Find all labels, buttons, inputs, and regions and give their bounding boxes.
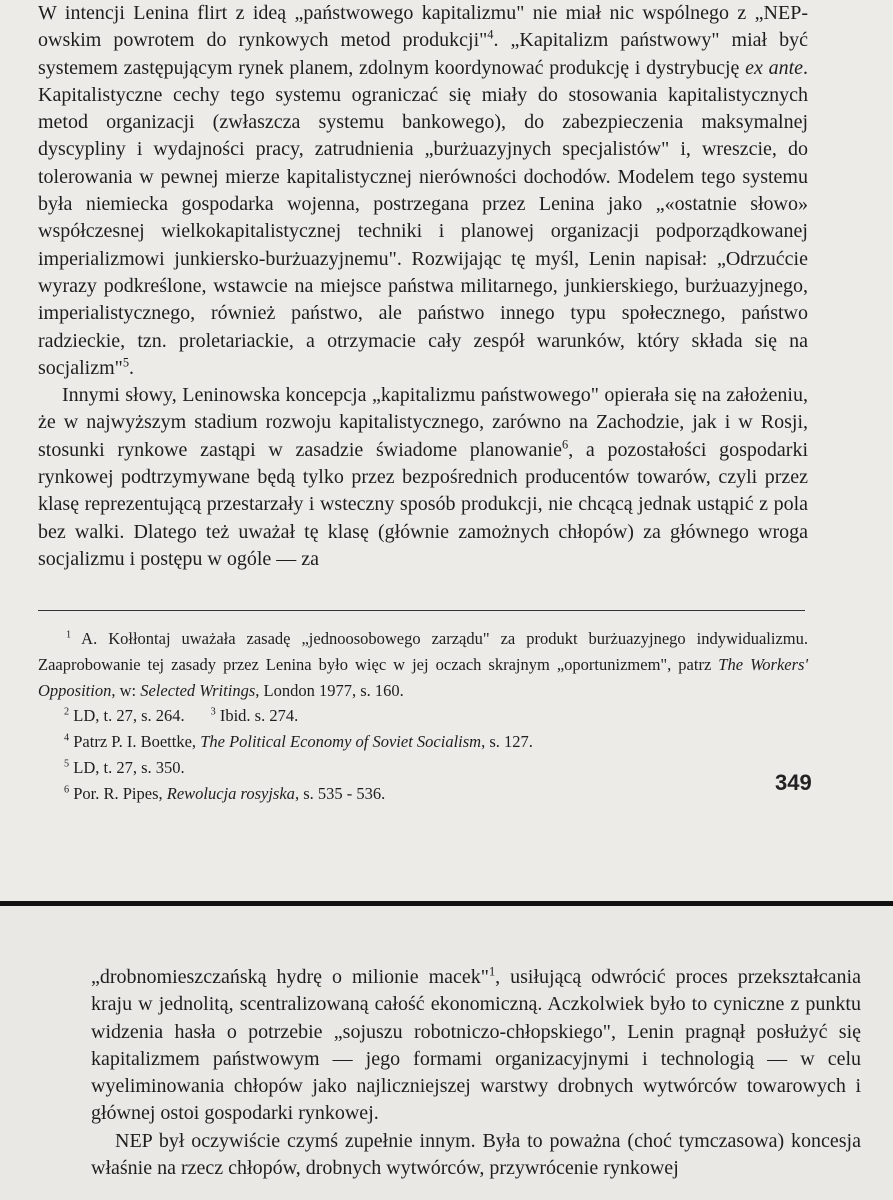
footnote: $^6$ Por. R. Pipes, Rewolucja rosyjska, s. 535 - 536.	[64, 783, 386, 803]
paragraph: Innymi słowy, Leninowska koncepcja „kapitalizmu państwowego" opierała się na założeniu, że w najwyższym stadium rozwoju kapitalistycznego, zarówno na Zachodzie, jak i w Rosji, stosunki rynkowe zastąpi w zasadzie świadome planowanie$^6$, a pozostałości gospodarki rynkowej podtrzymywane będą tylko przez bezpośrednich producentów towarów, czyli przez klasę reprezentującą przestarzały i wsteczny sposób produkcji, nie chcącą jednak ustąpić z pola bez walki. Dlatego też uważał tę klasę (głównie zamożnych chłopów) za głównego wroga socjalizmu i postępu w ogóle — za	[38, 384, 809, 570]
page-number: 349	[775, 770, 812, 795]
top-page-body-text	[38, 0, 808, 573]
paragraph: NEP był oczywiście czymś zupełnie innym. Była to poważna (choć tymczasowa) koncesja właśnie na rzecz chłopów, drobnych wytwórców, przywrócenie rynkowej	[91, 1129, 861, 1180]
bottom-book-page	[0, 906, 893, 1200]
paragraph: W intencji Lenina flirt z ideą „państwowego kapitalizmu" nie miał nic wspólnego z „NEP-owskim powrotem do rynkowych metod produkcji"$^4$. „Kapitalizm państwowy" miał być systemem zastępującym rynek planem, zdolnym koordynować produkcję i dystrybucję ex ante. Kapitalistyczne cechy tego systemu ograniczać się miały do stosowania kapitalistycznych metod organizacji (zwłaszcza systemu bankowego), do zabezpieczenia maksymalnej dyscypliny i wydajności pracy, zatrudnienia „burżuazyjnych specjalistów" i, wreszcie, do tolerowania w pewnej mierze kapitalistycznej nierówności dochodów. Modelem tego systemu była niemiecka gospodarka wojenna, postrzegana przez Lenina jako „«ostatnie słowo» współczesnej wielkokapitalistycznej techniki i planowej organizacji podporządkowanej imperializmowi junkiersko-burżuazyjnemu". Rozwijając tę myśl, Lenin napisał: „Odrzućcie wyrazy podkreślone, wstawcie na miejsce państwa militarnego, junkierskiego, burżuazyjnego, imperialistycznego, również państwo, ale państwo innego typu społecznego, państwo radzieckie, tzn. proletariackie, a otrzymacie cały zespół warunków, który składa się na socjalizm"$^5$.	[38, 2, 809, 379]
footnote: $^1$ A. Kołłontaj uważała zasadę „jednoosobowego zarządu" za produkt burżuazyjnego indywidualizmu. Zaaprobowanie tej zasady przez Lenina było więc w jej oczach skrajnym „oportunizmem", patrz The Workers' Opposition, w: Selected Writings, London 1977, s. 160.	[38, 629, 808, 700]
footnote-reference: 6	[562, 437, 569, 452]
footnotes	[38, 626, 808, 807]
footnote: $^2$ LD, t. 27, s. 264. $^3$ Ibid. s. 274.	[64, 706, 299, 726]
paragraph: „drobnomieszczańską hydrę o milionie macek"$^1$, usiłującą odwrócić proces przekształcania kraju w jednolitą, scentralizowaną całość ekonomiczną. Aczkolwiek było to cyniczne z punktu widzenia hasła o potrzebie „sojuszu robotniczo-chłopskiego", Lenin pragnął posłużyć się kapitalizmem państwowym — jego formami organizacyjnymi i technologią — w celu wyeliminowania chłopów jako najliczniejszej warstwy drobnych wytwórców towarowych i głównej ostoi gospodarki rynkowej.	[91, 964, 861, 1125]
footnote: $^4$ Patrz P. I. Boettke, The Political Economy of Soviet Socialism, s. 127.	[64, 732, 533, 752]
footnote-reference: 4	[487, 27, 494, 42]
bottom-page-body-text	[91, 964, 861, 1182]
footnote-divider	[38, 610, 805, 611]
footnote-reference: 5	[122, 355, 130, 370]
footnote-reference: 1	[488, 964, 496, 979]
footnote: $^5$ LD, t. 27, s. 350.	[64, 757, 185, 777]
